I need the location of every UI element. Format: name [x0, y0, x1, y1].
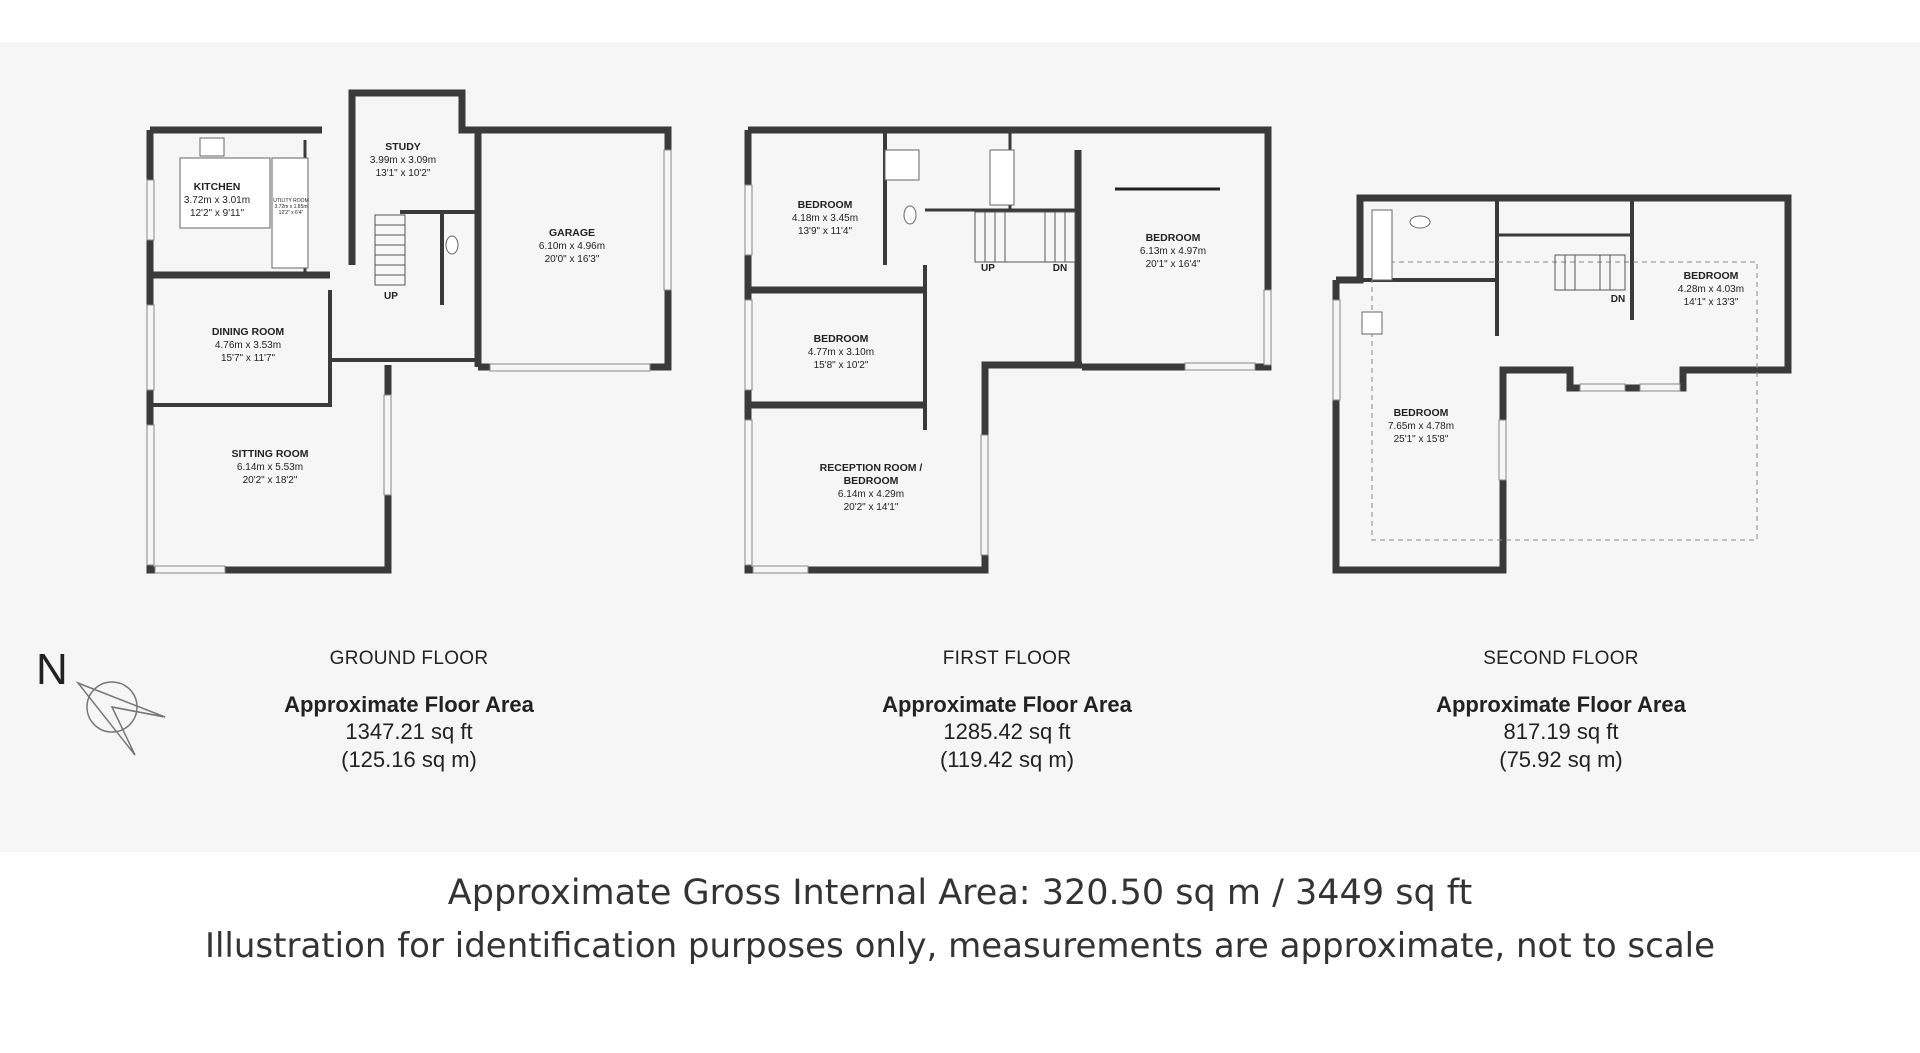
- area-heading: Approximate Floor Area: [284, 692, 534, 717]
- garage-imperial: 20'0" x 16'3": [544, 254, 600, 265]
- kitchen-imperial: 12'2" x 9'11": [189, 208, 245, 219]
- first-bedroom-1-metric: 4.18m x 3.45m: [791, 213, 859, 224]
- floor-title: GROUND FLOOR: [329, 648, 489, 669]
- utility-room-metric: 3.72m x 1.85m: [274, 204, 308, 210]
- study-metric: 3.99m x 3.09m: [369, 155, 437, 166]
- second-floor-plan: [1336, 198, 1788, 570]
- second-floor-summary: [1381, 648, 1741, 774]
- dining-room-imperial: 15'7" x 11'7": [220, 353, 276, 364]
- reception-room-metric: 6.14m x 4.29m: [837, 489, 905, 500]
- area-sq-ft: 817.19 sq ft: [1503, 719, 1619, 744]
- sitting-room-metric: 6.14m x 5.53m: [236, 462, 304, 473]
- first-bedroom-3-imperial: 15'8" x 10'2": [813, 360, 869, 371]
- north-indicator: N: [36, 645, 68, 694]
- first-floor-summary: [827, 648, 1187, 774]
- second-bedroom-1-label: BEDROOM: [1683, 270, 1739, 282]
- ground-stairs-up-label: UP: [384, 291, 398, 302]
- first-bedroom-2-label: BEDROOM: [1145, 232, 1201, 244]
- area-heading: Approximate Floor Area: [1436, 692, 1686, 717]
- reception-room-label: RECEPTION ROOM /: [819, 462, 923, 474]
- study-imperial: 13'1" x 10'2": [375, 168, 431, 179]
- first-bedroom-2-metric: 6.13m x 4.97m: [1139, 246, 1207, 257]
- sitting-room-imperial: 20'2" x 18'2": [242, 475, 298, 486]
- utility-room-label: UTILITY ROOM: [273, 198, 309, 204]
- second-stairs-down-label: DN: [1610, 294, 1626, 305]
- first-bedroom-1-label: BEDROOM: [797, 199, 853, 211]
- second-bedroom-1-imperial: 14'1" x 13'3": [1683, 297, 1739, 308]
- second-bedroom-2-metric: 7.65m x 4.78m: [1387, 421, 1455, 432]
- dining-room-label: DINING ROOM: [211, 326, 285, 338]
- ground-floor-summary: [229, 648, 589, 774]
- floor-title: SECOND FLOOR: [1483, 648, 1639, 669]
- first-bedroom-3-label: BEDROOM: [813, 333, 869, 345]
- area-sq-m: (75.92 sq m): [1499, 747, 1623, 772]
- reception-room-imperial: 20'2" x 14'1": [843, 502, 899, 513]
- dining-room-metric: 4.76m x 3.53m: [214, 340, 282, 351]
- floor-title: FIRST FLOOR: [942, 648, 1072, 669]
- kitchen-label: KITCHEN: [193, 181, 241, 193]
- kitchen-metric: 3.72m x 3.01m: [183, 195, 251, 206]
- gross-area-text: Approximate Gross Internal Area: 320.50 sq m / 3449 sq ft: [447, 873, 1473, 913]
- area-sq-m: (125.16 sq m): [341, 747, 477, 772]
- second-bedroom-2-label: BEDROOM: [1393, 407, 1449, 419]
- first-bedroom-3-metric: 4.77m x 3.10m: [807, 347, 875, 358]
- first-stairs-down-label: DN: [1052, 263, 1068, 274]
- area-sq-ft: 1347.21 sq ft: [345, 719, 473, 744]
- second-bedroom-2-imperial: 25'1" x 15'8": [1393, 434, 1449, 445]
- garage-label: GARAGE: [548, 227, 596, 239]
- garage-metric: 6.10m x 4.96m: [538, 241, 606, 252]
- reception-room-label-2: BEDROOM: [843, 475, 899, 487]
- compass-icon: [78, 682, 165, 755]
- utility-room-imperial: 12'2" x 6'4": [278, 210, 304, 216]
- study-label: STUDY: [385, 141, 421, 153]
- sitting-room-label: SITTING ROOM: [231, 448, 309, 460]
- area-heading: Approximate Floor Area: [882, 692, 1132, 717]
- first-bedroom-1-imperial: 13'9" x 11'4": [797, 226, 853, 237]
- first-stairs-up-label: UP: [981, 263, 995, 274]
- second-bedroom-1-metric: 4.28m x 4.03m: [1677, 284, 1745, 295]
- area-sq-ft: 1285.42 sq ft: [943, 719, 1071, 744]
- first-bedroom-2-imperial: 20'1" x 16'4": [1145, 259, 1201, 270]
- area-sq-m: (119.42 sq m): [939, 747, 1075, 772]
- disclaimer-text: Illustration for identification purposes only, measurements are approximate, not to scale: [204, 926, 1716, 966]
